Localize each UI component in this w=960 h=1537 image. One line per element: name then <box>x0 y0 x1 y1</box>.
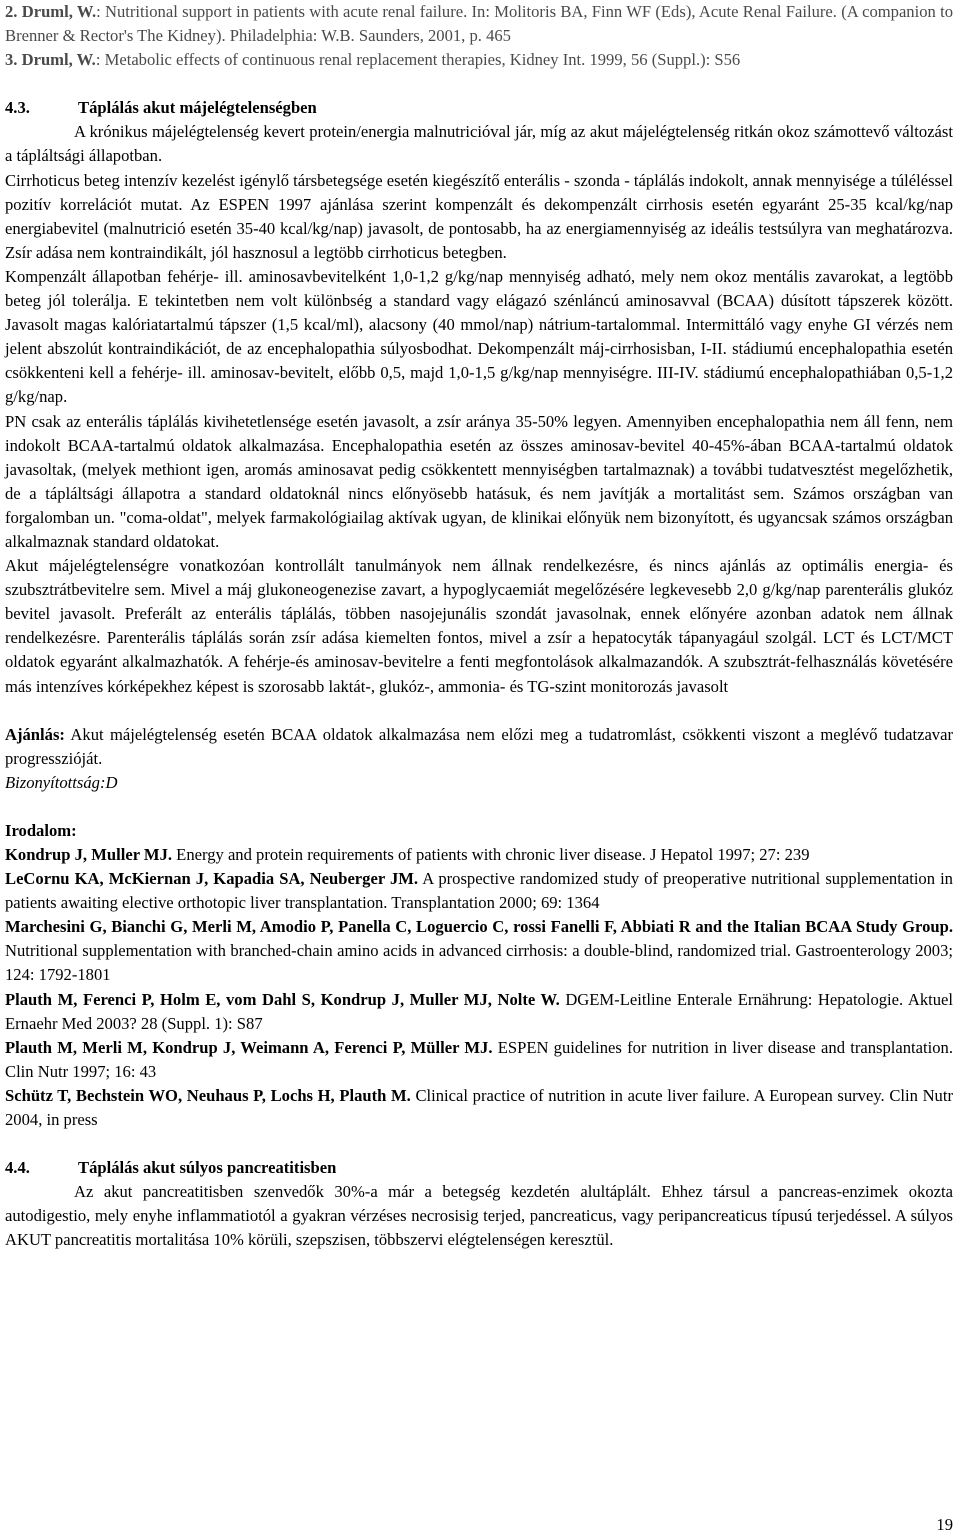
document-page <box>5 0 953 1253</box>
reference-authors: Plauth M, Ferenci P, Holm E, vom Dahl S, Kondrup J, Muller MJ, Nolte W. <box>5 989 560 1009</box>
reference-list <box>5 843 953 1132</box>
reference-druml-2001 <box>5 0 953 48</box>
reference-authors: Marchesini G, Bianchi G, Merli M, Amodio P, Panella C, Loguercio C, rossi Fanelli F, Abbiati R and the Italian BCAA Study Group. <box>5 917 953 937</box>
paragraph: Kompenzált állapotban fehérje- ill. aminosavbevitelként 1,0-1,2 g/kg/nap mennyiség adható, mely nem okoz mentális zavarokat, a legtöbb beteg jól tolerálja. E tekintetben nem volt különbség a standard vagy elágazó szénláncú aminosavval (BCAA) dúsított tápszerek között. Javasolt magas kalóriatartalmú tápszer (1,5 kcal/ml), alacsony (40 mmol/nap) nátrium-tartalommal. Intermittáló vagy enyhe GI vérzés nem jelent abszolút kontraindikációt, de az encephalopathia súlyosbodhat. Dekompenzált máj-cirrhosisban, I-II. stádiumú encephalopathia esetén csökkenteni kell a fehérje- ill. aminosav-bevitelt, előbb 0,5, majd 1,0-1,5 g/kg/nap mennyiségre. III-IV. stádiumú encephalopathiában 0,5-1,2 g/kg/nap. <box>5 266 953 407</box>
section-number: 4.3. <box>5 98 30 118</box>
reference-item <box>5 1084 953 1132</box>
spacer <box>5 1132 953 1156</box>
reference-authors: Plauth M, Merli M, Kondrup J, Weimann A, Ferenci P, Müller MJ. <box>5 1037 493 1057</box>
reference-item <box>5 988 953 1036</box>
section-number: 4.4. <box>5 1158 30 1178</box>
reference-item <box>5 867 953 915</box>
reference-authors: 3. Druml, W. <box>5 50 96 70</box>
section-title: Táplálás akut súlyos pancreatitisben <box>78 1158 337 1178</box>
section-heading <box>5 1156 953 1180</box>
paragraph: Cirrhoticus beteg intenzív kezelést igénylő társbetegsége esetén kiegészítő enterális - szonda - táplálás indokolt, annak mennyisége a túléléssel pozitív korrelációt mutat. Az ESPEN 1997 ajánlása szerint kompenzált és dekompenzált cirrhosis esetén egyaránt 25-35 kcal/kg/nap energiabevitel (malnutrició esetén 35-40 kcal/kg/nap) javasolt, de pontosabb, ha az energiamennyiség az ideális testsúlyra van meghatározva. Zsír adása nem kontraindikált, jól hasznosul a legtöbb cirrhoticus betegben. <box>5 170 953 262</box>
reference-text: : Metabolic effects of continuous renal replacement therapies, Kidney Int. 1999, 56 (Suppl.): S56 <box>95 50 741 70</box>
reference-text: ESPEN guidelines for nutrition in liver disease and transplantation. Clin Nutr 1997; 16: 43 <box>5 1037 953 1081</box>
reference-text: Nutritional supplementation with branched-chain amino acids in advanced cirrhosis: a double-blind, randomized trial. Gastroenterology 2003; 124: 1792-1801 <box>5 941 953 985</box>
reference-text: : Nutritional support in patients with acute renal failure. In: Molitoris BA, Finn WF (Eds), Acute Renal Failure. (A companion to Brenner & Rector's The Kidney). Philadelphia: W.B. Saunders, 2001, p. 465 <box>5 2 954 46</box>
reference-authors: Schütz T, Bechstein WO, Neuhaus P, Lochs H, Plauth M. <box>5 1085 411 1105</box>
spacer <box>5 795 953 819</box>
paragraph: A krónikus májelégtelenség kevert protein/energia malnutricióval jár, míg az akut májelégtelenség ritkán okoz számottevő változást a tápláltsági állapotban. <box>5 122 953 166</box>
paragraph: PN csak az enterális táplálás kivihetetlensége esetén javasolt, a zsír aránya 35-50% legyen. Amennyiben encephalopathia nem áll fenn, nem indokolt BCAA-tartalmú oldatok alkalmazása. Encephalopathia esetén az összes aminosav-bevitel 40-45%-ában BCAA-tartalmú oldatok javasoltak, (melyek methiont igen, aromás aminosavat pedig csökkentett mennyiségben tartalmaznak) a további tudatvesztést megelőzhetik, de a tápláltsági állapotra a standard oldatoknál nincs előnyösebb hatásuk, és nem javítják a mortalitást sem. Számos országban van forgalomban un. "coma-oldat", melyek farmakológiailag aktívak ugyan, de klinikai előnyük nem bizonyított, és ugyancsak számos országban alkalmaznak standard oldatokat. <box>5 411 953 551</box>
references-heading: Irodalom: <box>5 820 77 840</box>
evidence-level: Bizonyítottság:D <box>5 772 118 792</box>
recommendation-label: Ajánlás: <box>5 724 65 744</box>
section-heading <box>5 96 953 120</box>
reference-authors: LeCornu KA, McKiernan J, Kapadia SA, Neuberger JM. <box>5 869 419 889</box>
paragraph: Az akut pancreatitisben szenvedők 30%-a már a betegség kezdetén alultáplált. Ehhez társul a pancreas-enzimek okozta autodigestio, mely enyhe inflammatiotól a gyakran vérzéses necrosisig terjed, pancreaticus, vagy peripancreaticus típusú terjedéssel. A súlyos AKUT pancreatitis mortalitása 10% körüli, szepszisen, többszervi elégtelenségen keresztül. <box>5 1182 953 1250</box>
reference-item <box>5 915 953 987</box>
spacer <box>5 699 953 723</box>
reference-text: DGEM-Leitline Enterale Ernährung: Hepatologie. Aktuel Ernaehr Med 2003? 28 (Suppl. 1): S87 <box>5 989 953 1033</box>
reference-text: Clinical practice of nutrition in acute liver failure. A European survey. Clin Nutr 2004, in press <box>5 1085 953 1130</box>
recommendation <box>5 723 953 771</box>
reference-authors: Kondrup J, Muller MJ. <box>5 845 173 864</box>
reference-item <box>5 843 953 867</box>
paragraph: Akut májelégtelenségre vonatkozóan kontrollált tanulmányok nem állnak rendelkezésre, és nincs ajánlás az optimális energia- és szubsztrátbevitelre sem. Mivel a máj glukoneogenezise zavart, a hypoglycaemiát megelőzésére legkevesebb 2,0 g/kg/nap parenterális glukóz bevitel javasolt. Preferált az enterális táplálás, többen nasojejunális szondát javasolnak, ennek előnyére azonban adatok nem állnak rendelkezésre. Parenterális táplálás során zsír adása kiemelten fontos, mivel a zsír a hepatocyták tápanyagául szolgál. LCT és LCT/MCT oldatok egyaránt alkalmazhatók. A fehérje-és aminosav-bevitelre a fenti megfontolások alkalmazandók. A szubsztrát-felhasználás követésére más intenzíves kórképekhez képest is szorosabb laktát-, glukóz-, ammonia- és TG-szint monitorozás javasolt <box>5 556 953 696</box>
reference-text: A prospective randomized study of preoperative nutritional supplementation in patients awaiting elective orthotopic liver transplantation. Transplantation 2000; 69: 1364 <box>5 869 953 913</box>
reference-authors: 2. Druml, W. <box>5 2 97 21</box>
recommendation-text: Akut májelégtelenség esetén BCAA oldatok alkalmazása nem előzi meg a tudatromlást, csökkenti viszont a meglévő tudatzavar progresszióját. <box>5 724 953 768</box>
reference-item <box>5 1036 953 1084</box>
reference-text: Energy and protein requirements of patients with chronic liver disease. J Hepatol 1997; 27: 239 <box>172 845 810 864</box>
section-title: Táplálás akut májelégtelenségben <box>78 98 317 118</box>
spacer <box>5 72 953 96</box>
page-number: 19 <box>936 1515 953 1534</box>
reference-druml-1999 <box>5 48 953 72</box>
